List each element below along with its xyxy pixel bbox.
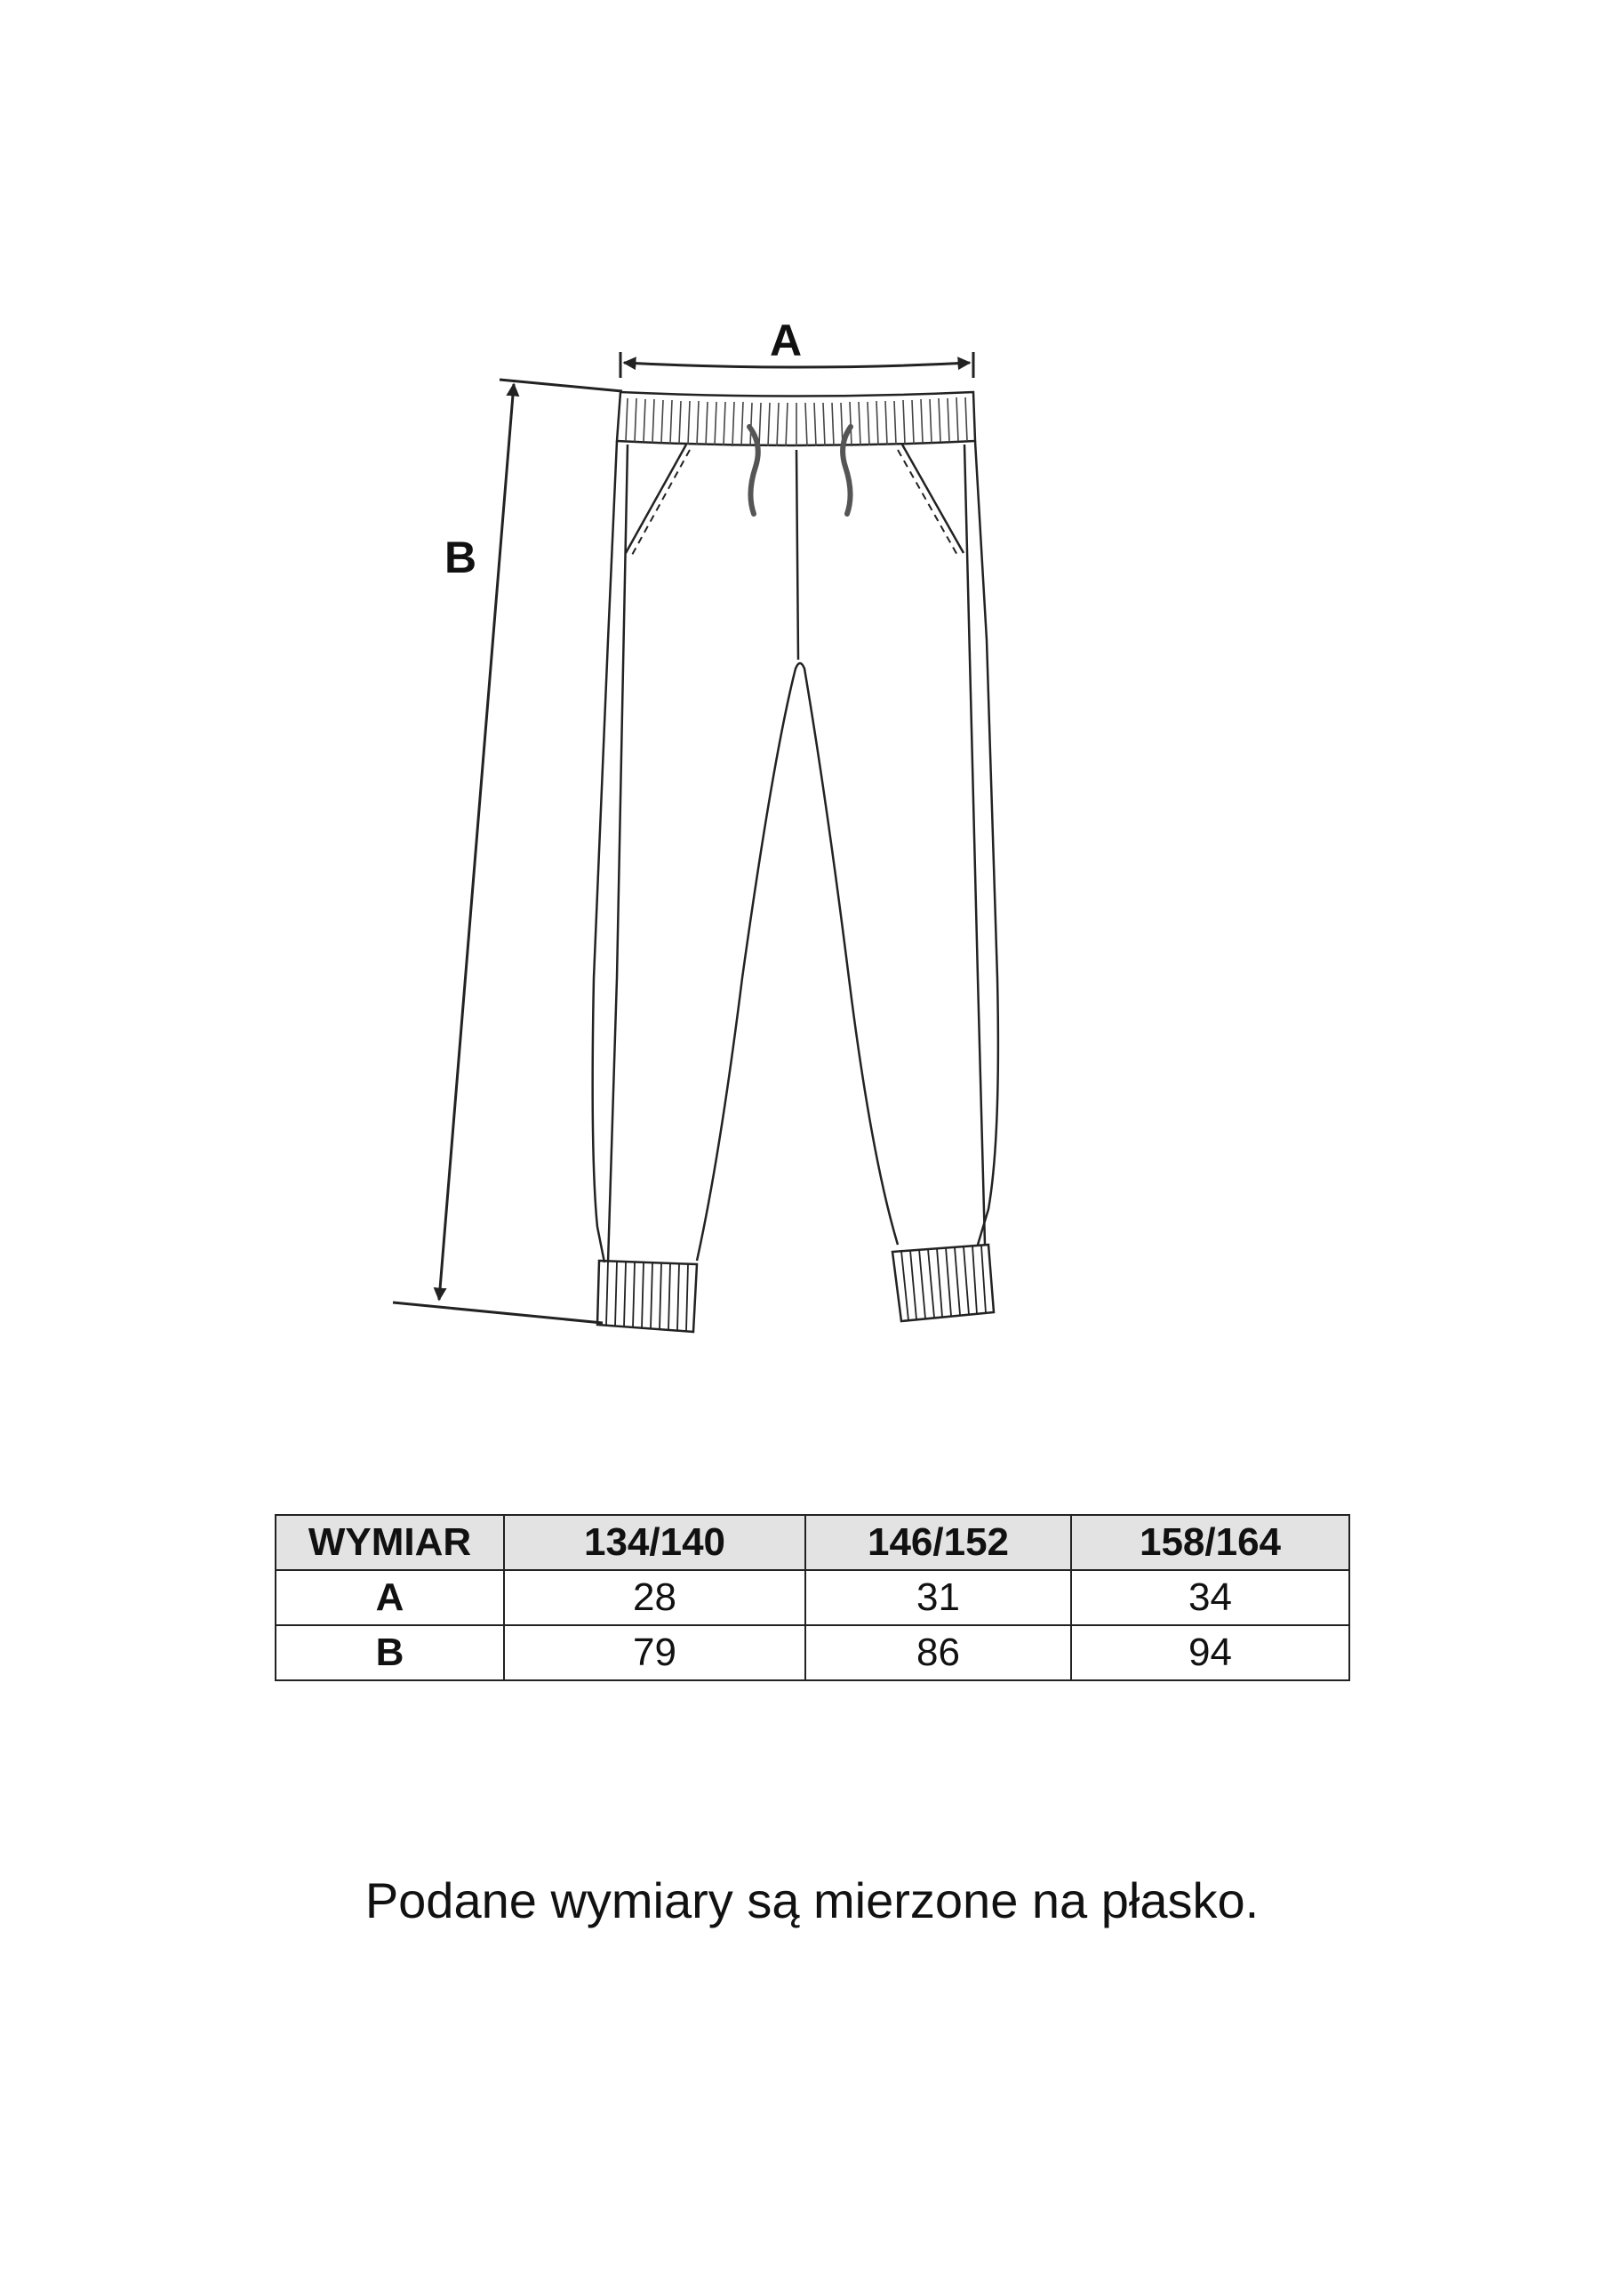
right-cuff-ribbing [892, 1245, 994, 1321]
header-size: 158/164 [1071, 1515, 1349, 1570]
left-cuff-ribbing [597, 1261, 697, 1332]
measurement-note: Podane wymiary są mierzone na płasko. [364, 1872, 1260, 1928]
table-row [276, 1570, 1349, 1625]
dimension-b-label: B [444, 533, 477, 582]
row-label: B [276, 1625, 504, 1680]
header-wymiar: WYMIAR [276, 1515, 504, 1570]
table-cell: 86 [805, 1625, 1071, 1680]
table-cell: 34 [1071, 1570, 1349, 1625]
header-size: 146/152 [805, 1515, 1071, 1570]
header-size: 134/140 [504, 1515, 805, 1570]
dimension-a-label: A [770, 316, 803, 365]
drawstring [749, 427, 851, 514]
dimension-b-arrow [393, 380, 622, 1323]
table-cell: 79 [504, 1625, 805, 1680]
row-label: A [276, 1570, 504, 1625]
table-cell: 28 [504, 1570, 805, 1625]
waistband-ribbing [626, 397, 967, 446]
table-header-row [276, 1515, 1349, 1570]
size-table [275, 1514, 1350, 1681]
pants-outline [593, 392, 998, 1262]
table-cell: 31 [805, 1570, 1071, 1625]
table-cell: 94 [1071, 1625, 1349, 1680]
table-row [276, 1625, 1349, 1680]
